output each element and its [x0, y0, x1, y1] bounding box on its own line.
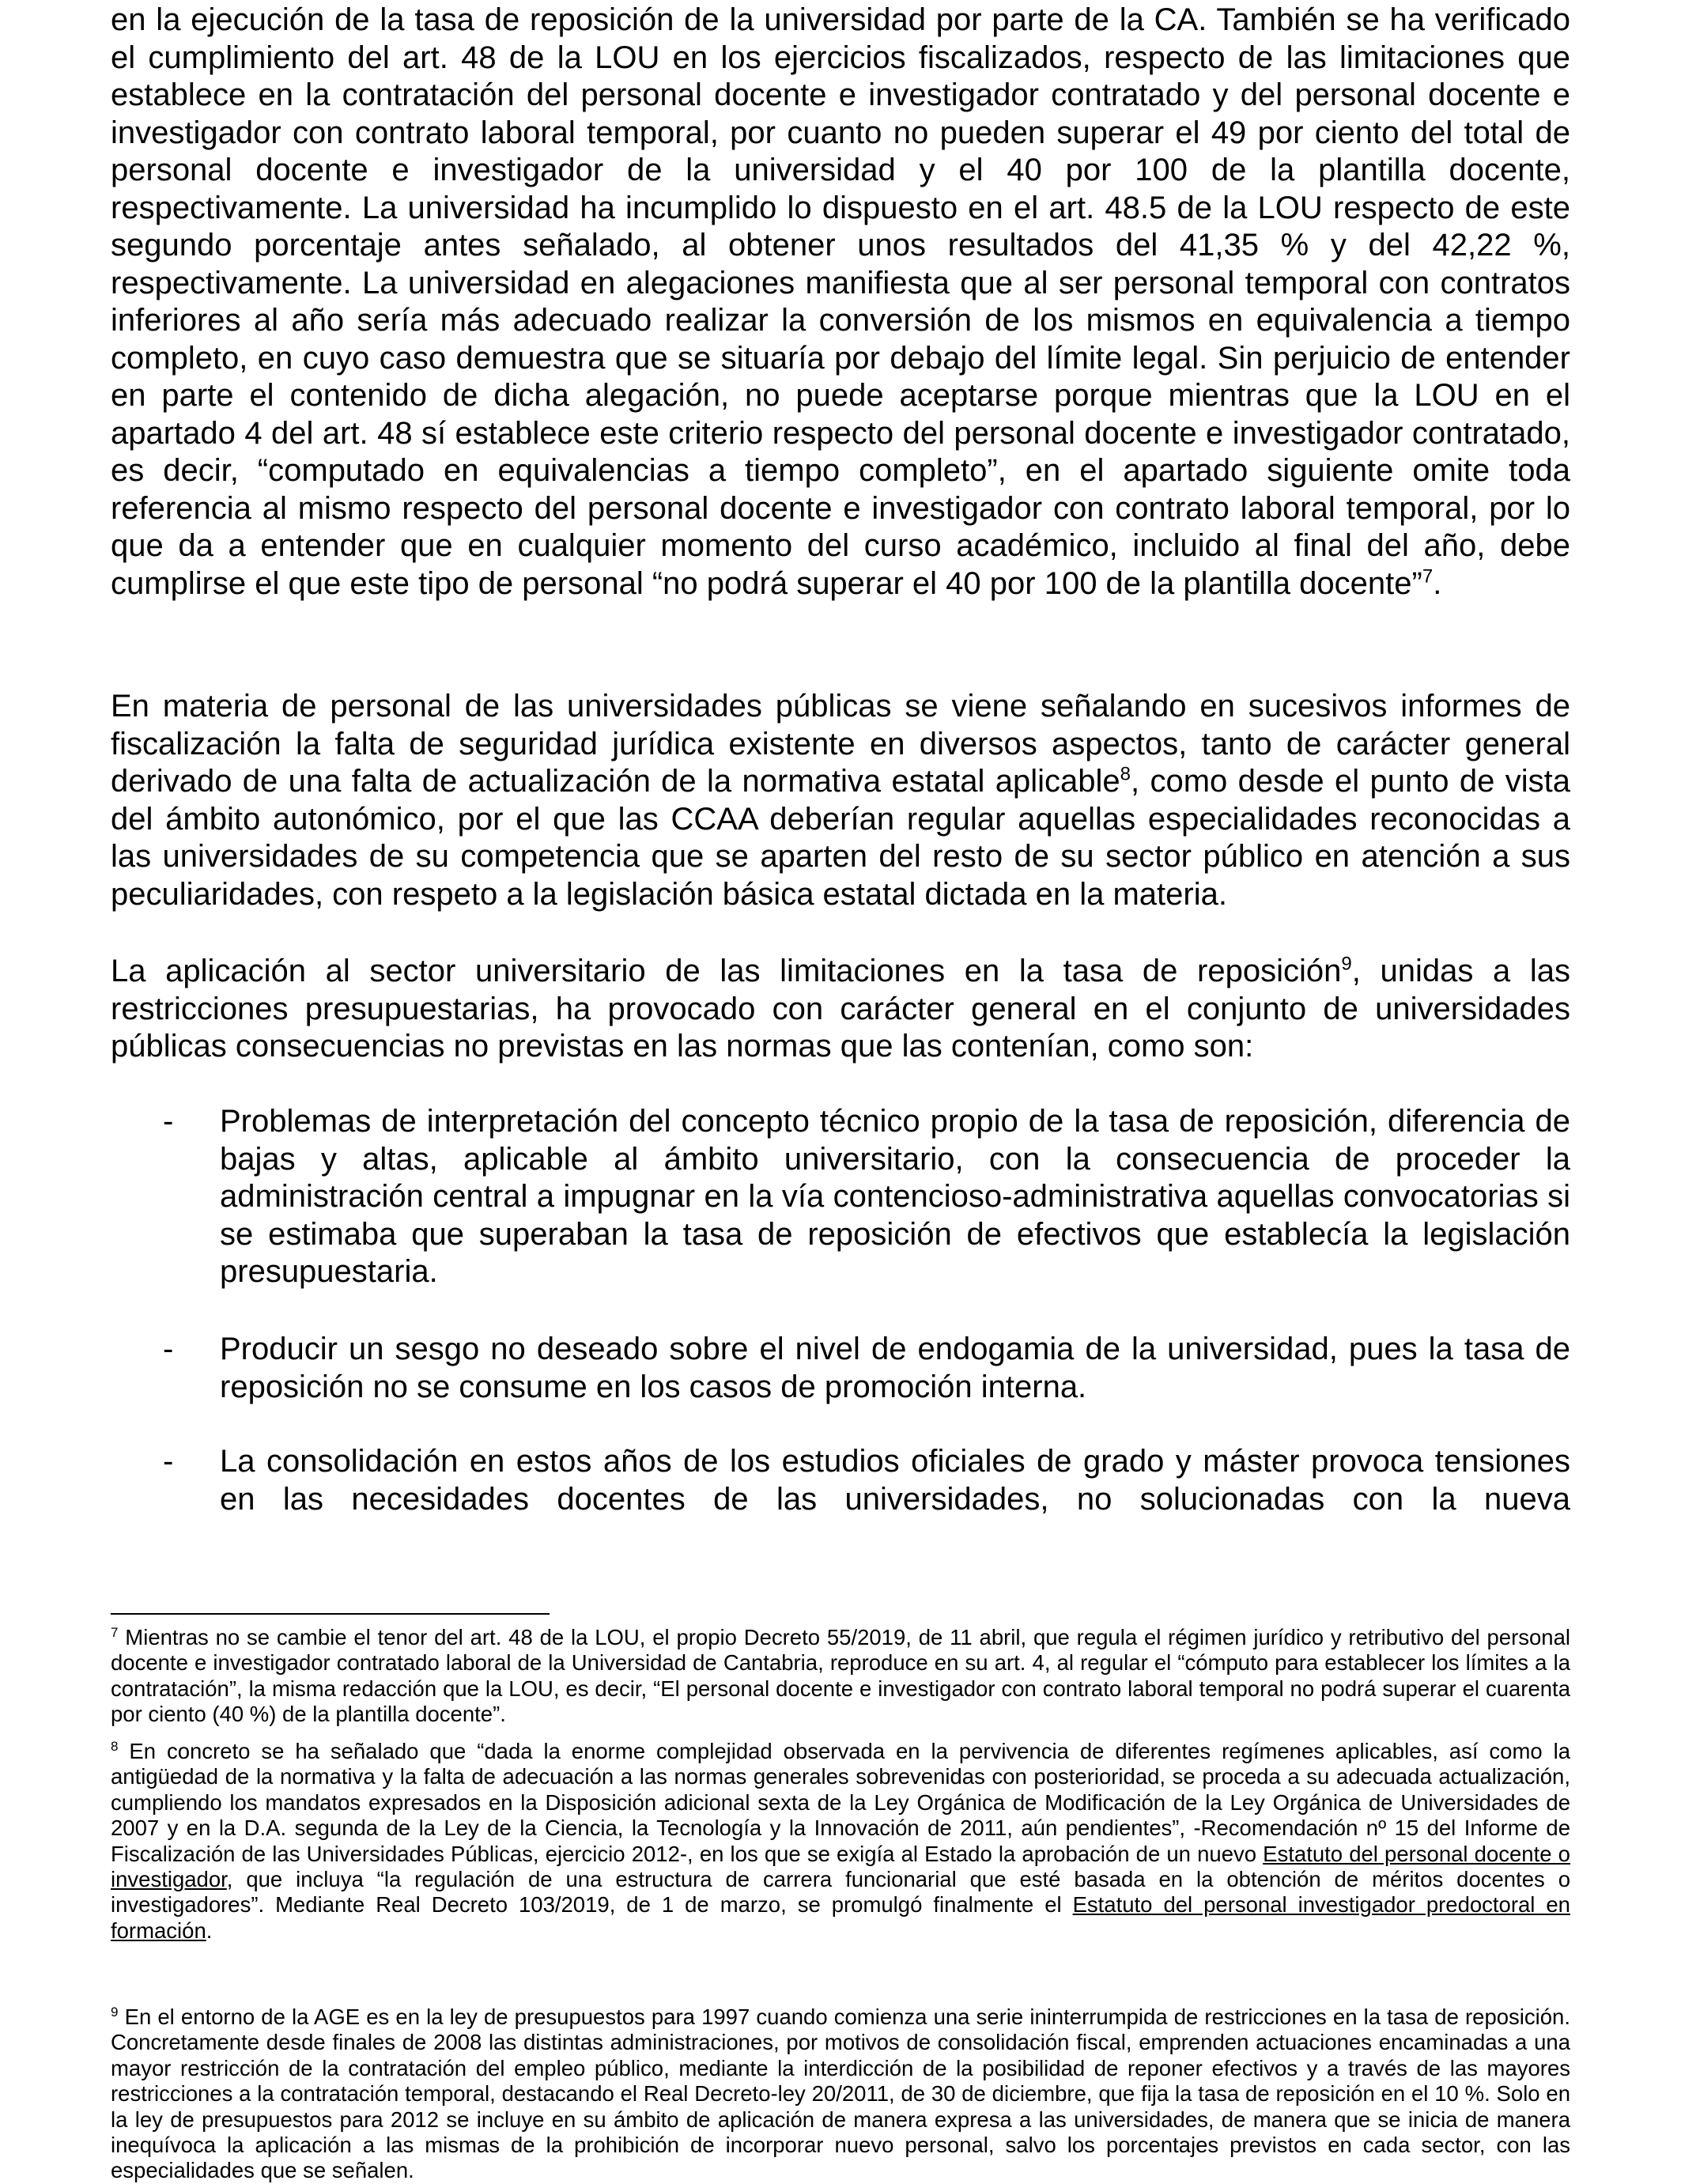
- paragraph-2-text-b: , como desde el punto de vista del ámbito autonómico, por el que las CCAA deberían regular aquellas especialidades reconocidas a las universidades de su competencia que se aparten del resto de su sector público en atención a sus peculiaridades, con respeto a la legislación básica estatal dictada en la materia.: [111, 764, 1571, 912]
- list-item-text: Producir un sesgo no deseado sobre el nivel de endogamia de la universidad, pues la tasa de reposición no se consume en los casos de promoción interna.: [220, 1332, 1570, 1404]
- list-item: [111, 1103, 1570, 1291]
- footnote-8-text-c: .: [206, 1918, 213, 1943]
- footnote-ref-8[interactable]: 8: [1120, 763, 1131, 785]
- footnote-7: [111, 1625, 1570, 1728]
- list-bullet: -: [163, 1332, 174, 1366]
- footnote-8-link-estatuto-predoctoral[interactable]: Estatuto del personal investigador predoctoral en formación: [111, 1892, 1570, 1943]
- paragraph-2: [111, 688, 1570, 913]
- footnote-8-link-estatuto-docente[interactable]: Estatuto del personal docente o investigador: [111, 1841, 1570, 1892]
- footnote-separator: [111, 1613, 550, 1615]
- list-item-text: Problemas de interpretación del concepto técnico propio de la tasa de reposición, diferencia de bajas y altas, aplicable al ámbito universitario, con la consecuencia de proceder la administración central a impugnar en la vía contencioso-administrativa aquellas convocatorias si se estimaba que superaban la tasa de reposición de efectivos que establecía la legislación presupuestaria.: [220, 1104, 1570, 1289]
- paragraph-3: [111, 953, 1570, 1066]
- footnote-9-text: En el entorno de la AGE es en la ley de presupuestos para 1997 cuando comienza una serie ininterrumpida de restricciones en la tasa de reposición. Concretamente desde finales de 2008 las distintas administraciones, por motivos de consolidación fiscal, emprenden actuaciones encaminadas a una mayor restricción de la contratación del empleo público, mediante la interdicción de la posibilidad de reponer efectivos y a través de las mayores restricciones a la contratación temporal, destacando el Real Decreto-ley 20/2011, de 30 de diciembre, que fija la tasa de reposición en el 10 %. Solo en la ley de presupuestos para 2012 se incluye en su ámbito de aplicación de manera expresa a las universidades, de manera que se inicia de manera inequívoca la aplicación a las mismas de la prohibición de incorporar nuevo personal, salvo los porcentajes previstos en cada sector, con las especialidades que se señalen.: [111, 2005, 1570, 2183]
- paragraph-3-text-b: , unidas a las restricciones presupuestarias, ha provocado con carácter general en el conjunto de universidades públicas consecuencias no previstas en las normas que las contenían, como son:: [111, 954, 1570, 1064]
- footnote-ref-9[interactable]: 9: [1341, 953, 1352, 975]
- footnote-ref-7[interactable]: 7: [1422, 565, 1434, 588]
- footnote-9: [111, 2005, 1570, 2184]
- footnote-8-text-b: , que incluya “la regulación de una estructura de carrera funcionarial que esté basada en la obtención de méritos docentes o investigadores”. Mediante Real Decreto 103/2019, de 1 de marzo, se promulgó finalmente el: [111, 1867, 1570, 1918]
- footnote-7-text: Mientras no se cambie el tenor del art. 48 de la LOU, el propio Decreto 55/2019, de 11 abril, que regula el régimen jurídico y retributivo del personal docente e investigador contratado laboral de la Universidad de Cantabria, reproduce en su art. 4, al regular el “cómputo para establecer los límites a la contratación”, la misma redacción que la LOU, es decir, “El personal docente e investigador con contrato laboral temporal no podrá superar el cuarenta por ciento (40 %) de la plantilla docente”.: [111, 1625, 1570, 1727]
- list-bullet: -: [163, 1444, 174, 1479]
- list-item: [111, 1443, 1570, 1518]
- paragraph-1-text: en la ejecución de la tasa de reposición de la universidad por parte de la CA. También se ha verificado el cumplimiento del art. 48 de la LOU en los ejercicios fiscalizados, respecto de las limitaciones que establece en la contratación del personal docente e investigador contratado y del personal docente e investigador con contrato laboral temporal, por cuanto no pueden superar el 49 por ciento del total de personal docente e investigador de la universidad y el 40 por 100 de la plantilla docente, respectivamente. La universidad ha incumplido lo dispuesto en el art. 48.5 de la LOU respecto de este segundo porcentaje antes señalado, al obtener unos resultados del 41,35 % y del 42,22 %, respectivamente. La universidad en alegaciones manifiesta que al ser personal temporal con contratos inferiores al año sería más adecuado realizar la conversión de los mismos en equivalencia a tiempo completo, en cuyo caso demuestra que se situaría por debajo del límite legal. Sin perjuicio de entender en parte el contenido de dicha alegación, no puede aceptarse porque mientras que la LOU en el apartado 4 del art. 48 sí establece este criterio respecto del personal docente e investigador contratado, es decir, “computado en equivalencias a tiempo completo”, en el apartado siguiente omite toda referencia al mismo respecto del personal docente e investigador con contrato laboral temporal, por lo que da a entender que en cualquier momento del curso académico, incluido al final del año, debe cumplirse el que este tipo de personal “no podrá superar el 40 por 100 de la plantilla docente”: [111, 2, 1570, 601]
- list-item: [111, 1331, 1570, 1406]
- footnote-7-number: 7: [111, 1624, 119, 1640]
- footnote-9-number: 9: [111, 2004, 119, 2020]
- footnote-8: [111, 1739, 1570, 1944]
- paragraph-1: [111, 2, 1570, 603]
- paragraph-1-end: .: [1433, 565, 1442, 601]
- footnote-8-text-a: En concreto se ha señalado que “dada la enorme complejidad observada en la pervivencia de diferentes regímenes aplicables, así como la antigüedad de la normativa y la falta de adecuación a las normas generales sobrevenidas con posterioridad, se proceda a su adecuada actualización, cumpliendo los mandatos expresados en la Disposición adicional sexta de la Ley Orgánica de Modificación de la Ley Orgánica de Universidades de 2007 y en la D.A. segunda de la Ley de la Ciencia, la Tecnología y la Innovación de 2011, aún pendientes”, -Recomendación nº 15 del Informe de Fiscalización de las Universidades Públicas, ejercicio 2012-, en los que se exigía al Estado la aprobación de un nuevo: [111, 1739, 1570, 1866]
- paragraph-3-text-a: La aplicación al sector universitario de las limitaciones en la tasa de reposición: [111, 954, 1342, 988]
- paragraph-2-text-a: En materia de personal de las universidades públicas se viene señalando en sucesivos informes de fiscalización la falta de seguridad jurídica existente en diversos aspectos, tanto de carácter general derivado de una falta de actualización de la normativa estatal aplicable: [111, 689, 1570, 799]
- footnote-8-number: 8: [111, 1738, 119, 1754]
- list-item-text: La consolidación en estos años de los estudios oficiales de grado y máster provoca tensiones en las necesidades docentes de las universidades, no solucionadas con la nueva: [220, 1444, 1570, 1517]
- list-bullet: -: [163, 1104, 174, 1139]
